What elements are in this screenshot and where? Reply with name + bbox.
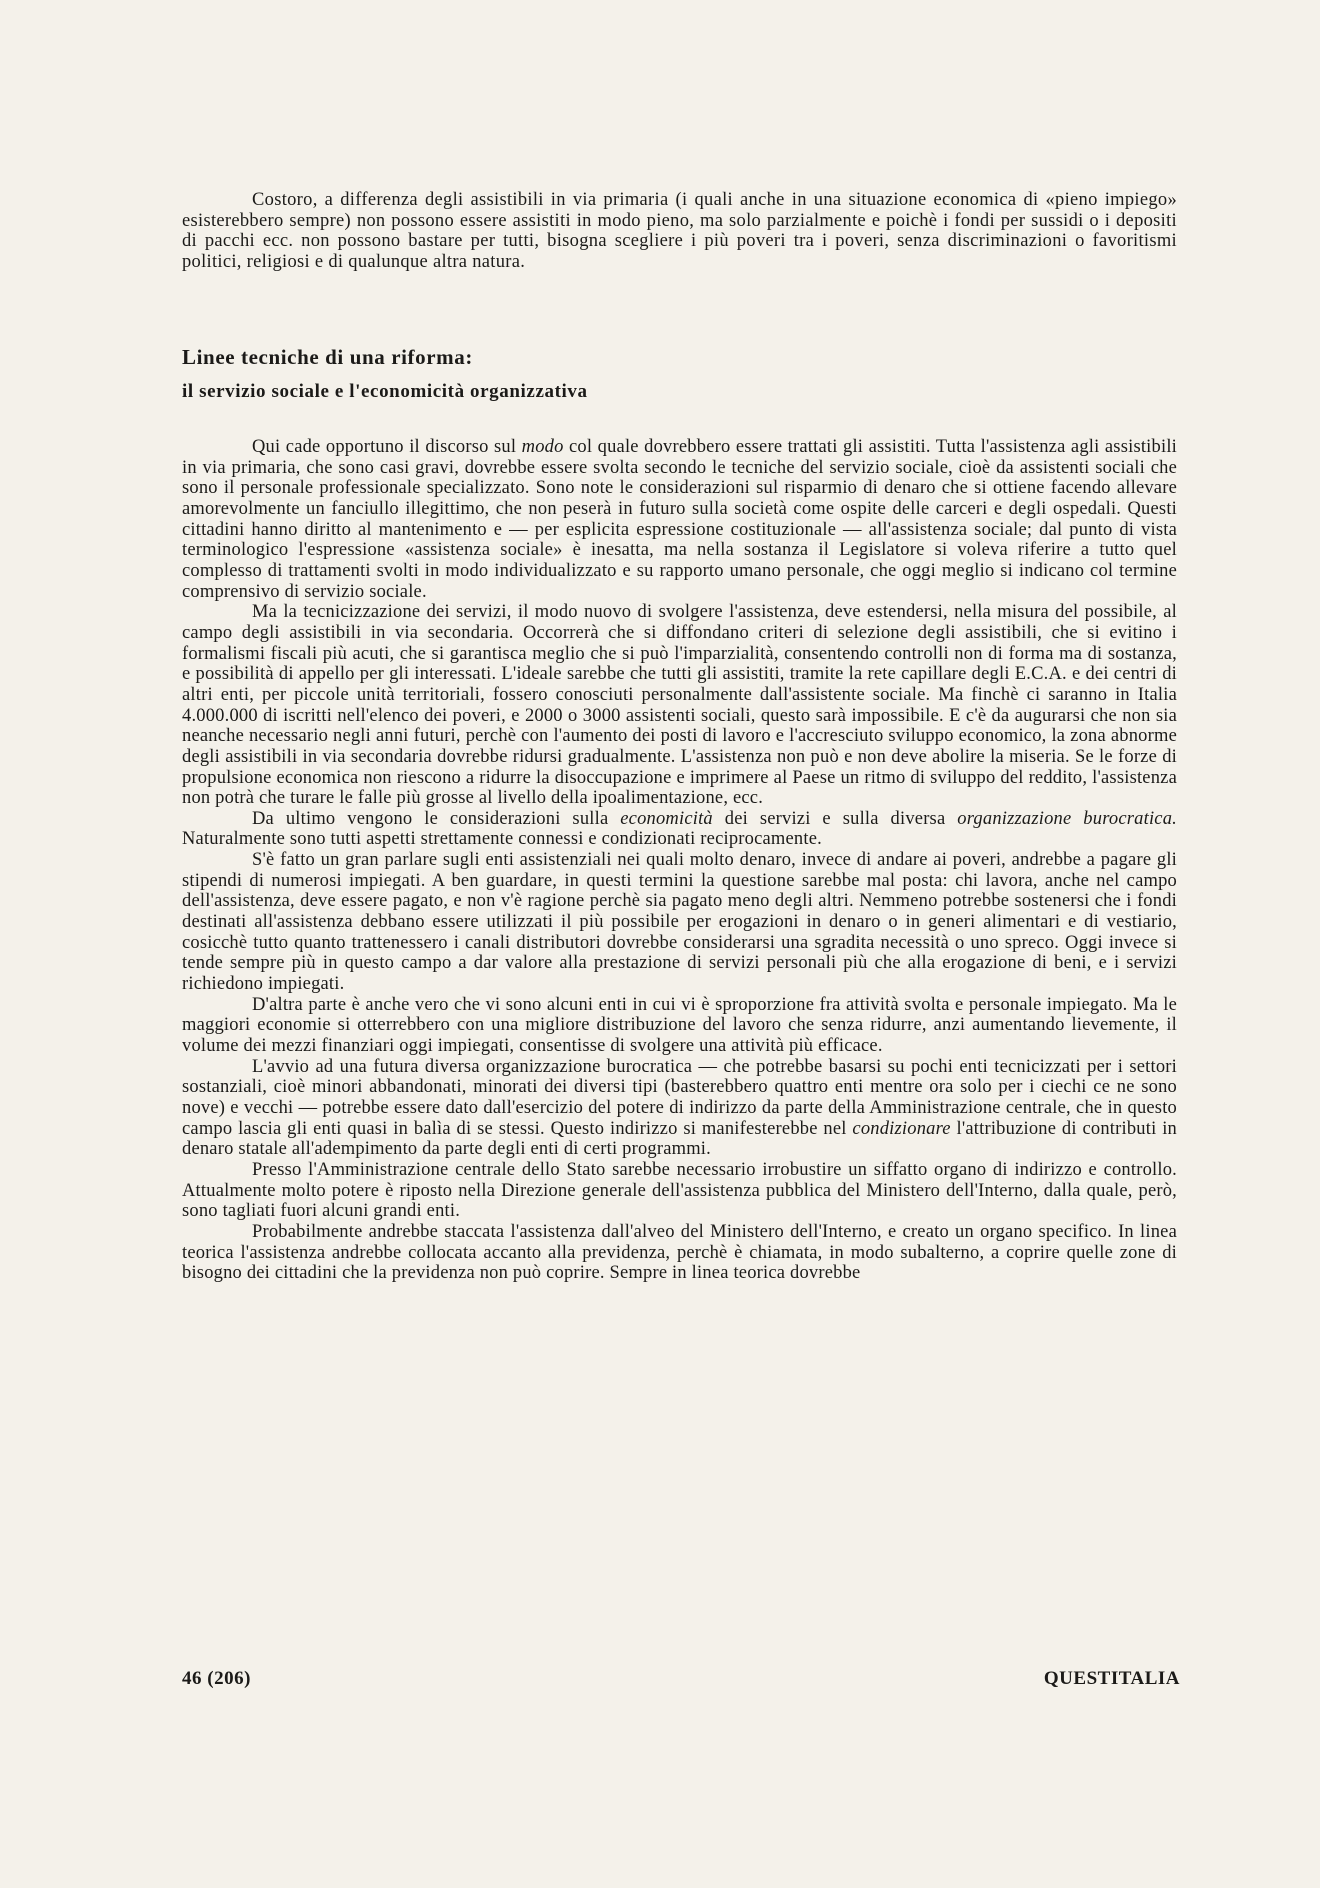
page-number: 46 (206) [182, 1668, 251, 1689]
paragraph-7: Presso l'Amministrazione centrale dello Stato sarebbe necessario irrobustire un siffatto organo di indirizzo e controllo. Attualmente molto potere è riposto nella Direzione generale dell'assistenza pubblica del Ministero dell'Interno, dalla quale, però, sono tagliati fuori alcuni grandi enti. [182, 1159, 1177, 1222]
publication-name: QUESTITALIA [1043, 1668, 1180, 1689]
section-subheading: il servizio sociale e l'economicità organizzativa [182, 381, 588, 402]
paragraph-3: Da ultimo vengono le considerazioni sulla economicità dei servizi e sulla diversa organizzazione burocratica. Naturalmente sono tutti aspetti strettamente connessi e condizionati reciprocamente. [182, 808, 1177, 850]
paragraph-8: Probabilmente andrebbe staccata l'assistenza dall'alveo del Ministero dell'Interno, e creato un organo specifico. In linea teorica l'assistenza andrebbe collocata accanto alla previdenza, perchè è chiamata, in modo subalterno, a coprire quelle zone di bisogno dei cittadini che la previdenza non può coprire. Sempre in linea teorica dovrebbe [182, 1221, 1177, 1284]
paragraph-2: Ma la tecnicizzazione dei servizi, il modo nuovo di svolgere l'assistenza, deve estendersi, nella misura del possibile, al campo degli assistibili in via secondaria. Occorrerà che si diffondano criteri di selezione degli assistibili, che si evitino i formalismi fiscali più acuti, che si garantisca meglio che si può l'imparzialità, consentendo controlli non di forma ma di sostanza, e possibilità di appello per gli interessati. L'ideale sarebbe che tutti gli assistiti, tramite la rete capillare degli E.C.A. e dei centri di altri enti, per piccole unità territoriali, fossero conosciuti personalmente dall'assistente sociale. Ma finchè ci saranno in Italia 4.000.000 di iscritti nell'elenco dei poveri, e 2000 o 3000 assistenti sociali, questo sarà impossibile. E c'è da augurarsi che non sia neanche necessario negli anni futuri, perchè con l'aumento dei posti di lavoro e l'accresciuto sviluppo economico, la zona abnorme degli assistibili in via secondaria dovrebbe ridursi gradualmente. L'assistenza non può e non deve abolire la miseria. Se le forze di propulsione economica non riescono a ridurre la disoccupazione e imprimere al Paese un ritmo di sviluppo del reddito, l'assistenza non potrà che turare le falle più grosse al livello della ipoalimentazione, ecc. [182, 602, 1177, 809]
intro-paragraph-block [182, 190, 1177, 272]
paragraph-1: Qui cade opportuno il discorso sul modo col quale dovrebbero essere trattati gli assistiti. Tutta l'assistenza agli assistibili in via primaria, che sono casi gravi, dovrebbe essere svolta secondo le tecniche del servizio sociale, cioè da assistenti sociali che sono il personale professionale specializzato. Sono note le considerazioni sul risparmio di denaro che si ottiene facendo allevare amorevolmente un fanciullo illegittimo, che non peserà in futuro sulla società come ospite delle carceri e degli ospedali. Questi cittadini hanno diritto al mantenimento e — per esplicita espressione costituzionale — all'assistenza sociale; dal punto di vista terminologico l'espressione «assistenza sociale» è inesatta, ma nella sostanza il Legislatore si voleva riferire a tutto quel complesso di trattamenti svolti in modo individualizzato e su rapporto umano personale, che oggi meglio si indicano col termine comprensivo di servizio sociale. [182, 437, 1177, 602]
paragraph-5: D'altra parte è anche vero che vi sono alcuni enti in cui vi è sproporzione fra attività svolta e personale impiegato. Ma le maggiori economie si otterrebbero con una migliore distribuzione del lavoro che senza ridurre, anzi aumentando lievemente, il volume dei mezzi finanziari oggi impiegati, consentisse di svolgere una attività più efficace. [182, 994, 1177, 1057]
paragraph-6: L'avvio ad una futura diversa organizzazione burocratica — che potrebbe basarsi su pochi enti tecnicizzati per i settori sostanziali, cioè minori abbandonati, minorati dei diversi tipi (basterebbero quattro enti mentre ora solo per i ciechi ce ne sono nove) e vecchi — potrebbe essere dato dall'esercizio del potere di indirizzo da parte della Amministrazione centrale, che in questo campo lascia gli enti quasi in balìa di se stessi. Questo indirizzo si manifesterebbe nel condizionare l'attribuzione di contributi in denaro statale all'adempimento da parte degli enti di certi programmi. [182, 1056, 1177, 1160]
body-text [182, 437, 1177, 1284]
section-heading: Linee tecniche di una riforma: [182, 345, 473, 369]
paragraph-4: S'è fatto un gran parlare sugli enti assistenziali nei quali molto denaro, invece di andare ai poveri, andrebbe a pagare gli stipendi di numerosi impiegati. A ben guardare, in questi termini la questione sarebbe mal posta: chi lavora, anche nel campo dell'assistenza, deve essere pagato, e non v'è ragione perchè sia pagato meno degli altri. Nemmeno potrebbe sostenersi che i fondi destinati all'assistenza debbano essere utilizzati il più possibile per erogazioni in denaro o in generi alimentari e di vestiario, cosicchè tutto quanto trattenessero i canali distributori dovrebbe considerarsi una sgradita necessità o uno spreco. Oggi invece si tende sempre più in questo campo a dar valore alla prestazione di servizi personali più che alla erogazione di beni, e i servizi richiedono impiegati. [182, 850, 1177, 995]
intro-paragraph: Costoro, a differenza degli assistibili in via primaria (i quali anche in una situazione economica di «pieno impiego» esisterebbero sempre) non possono essere assistiti in modo pieno, ma solo parzialmente e poichè i fondi per sussidi o i depositi di pacchi ecc. non possono bastare per tutti, bisogna scegliere i più poveri tra i poveri, senza discriminazioni o favoritismi politici, religiosi e di qualunque altra natura. [182, 190, 1177, 272]
